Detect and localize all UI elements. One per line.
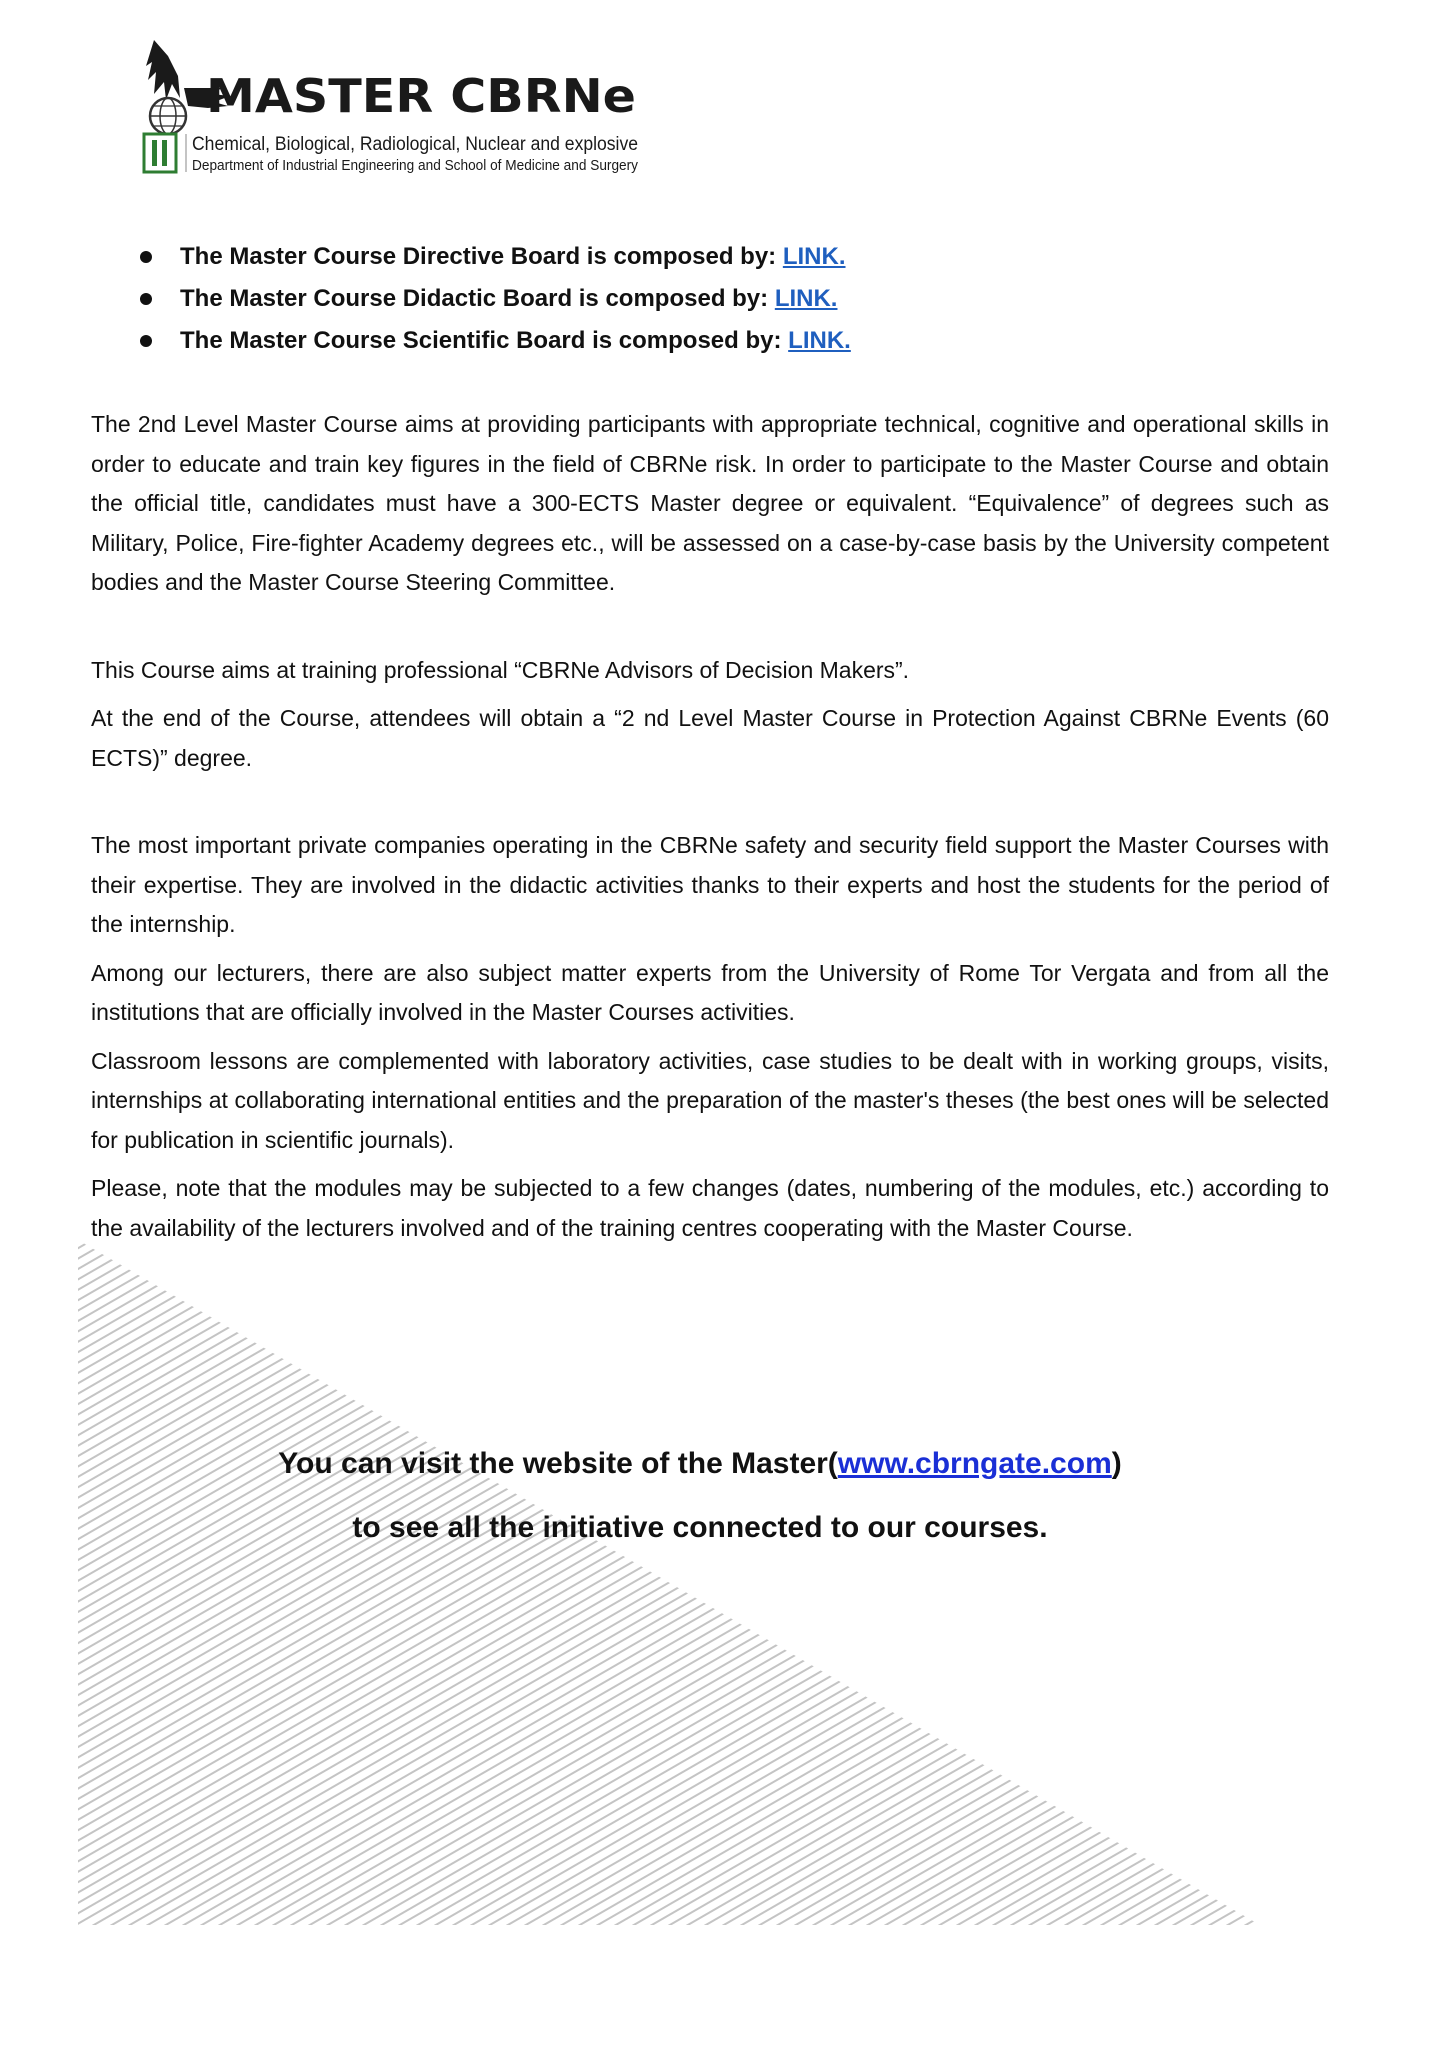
boards-list bbox=[140, 236, 851, 362]
callout-suffix: ) bbox=[1111, 1447, 1122, 1480]
paragraph-degree: At the end of the Course, attendees will obtain a “2 nd Level Master Course in Protection Against CBRNe Events (60 ECTS)” degree. bbox=[91, 705, 1329, 771]
bullet-icon bbox=[140, 251, 152, 263]
logo-department: Department of Industrial Engineering and School of Medicine and Surgery bbox=[192, 158, 639, 174]
website-link[interactable]: www.cbrngate.com bbox=[837, 1447, 1112, 1480]
list-item bbox=[140, 236, 851, 278]
paragraph-course-aims: This Course aims at training professional “CBRNe Advisors of Decision Makers”. bbox=[91, 656, 910, 683]
paragraph-companies: The most important private companies operating in the CBRNe safety and security field support the Master Courses with their expertise. They are involved in the didactic activities thanks to their experts and host the students for the period of the internship. bbox=[91, 832, 1329, 937]
callout-line-1 bbox=[0, 1432, 1400, 1496]
board-text: The Master Course Directive Board is composed by: bbox=[180, 243, 783, 270]
didactic-board-link[interactable]: LINK. bbox=[774, 285, 838, 312]
paragraph-classroom: Classroom lessons are complemented with laboratory activities, case studies to be dealt with in working groups, visits, internships at collaborating international entities and the preparation of the master's theses (the best ones will be selected for publication in scientific journals). bbox=[91, 1047, 1329, 1153]
website-callout bbox=[0, 1432, 1400, 1560]
directive-board-link[interactable]: LINK. bbox=[782, 243, 846, 270]
paragraph-lecturers: Among our lecturers, there are also subject matter experts from the University of Rome Tor Vergata and from all the institutions that are officially involved in the Master Courses activities. bbox=[91, 959, 1329, 1025]
university-emblem-icon bbox=[144, 134, 176, 172]
logo-subtitle: Chemical, Biological, Radiological, Nuclear and explosive bbox=[192, 134, 638, 155]
logo-title: MASTER CBRNe bbox=[206, 69, 636, 123]
list-item bbox=[140, 278, 851, 320]
callout-prefix: You can visit the website of the Master( bbox=[278, 1447, 838, 1480]
paragraph-master-aims: The 2nd Level Master Course aims at providing participants with appropriate technical, cognitive and operational skills in order to educate and train key figures in the field of CBRNe risk. In order to participate to the Master Course and obtain the official title, candidates must have a 300-ECTS Master degree or equivalent. “Equivalence” of degrees such as Military, Police, Fire-fighter Academy degrees etc., will be assessed on a case-by-case basis by the University competent bodies and the Master Course Steering Committee. bbox=[91, 411, 1329, 595]
bullet-icon bbox=[140, 293, 152, 305]
body-text bbox=[91, 405, 1329, 1257]
board-text: The Master Course Didactic Board is composed by: bbox=[180, 285, 775, 312]
scientific-board-link[interactable]: LINK. bbox=[788, 327, 851, 354]
list-item bbox=[140, 320, 851, 362]
callout-line-2: to see all the initiative connected to our courses. bbox=[352, 1511, 1048, 1544]
board-text: The Master Course Scientific Board is composed by: bbox=[180, 327, 789, 354]
bullet-icon bbox=[140, 335, 152, 347]
master-cbrne-logo bbox=[138, 36, 648, 176]
paragraph-note: Please, note that the modules may be subjected to a few changes (dates, numbering of the modules, etc.) according to the availability of the lecturers involved and of the training centres cooperating with the Master Course. bbox=[91, 1175, 1329, 1241]
